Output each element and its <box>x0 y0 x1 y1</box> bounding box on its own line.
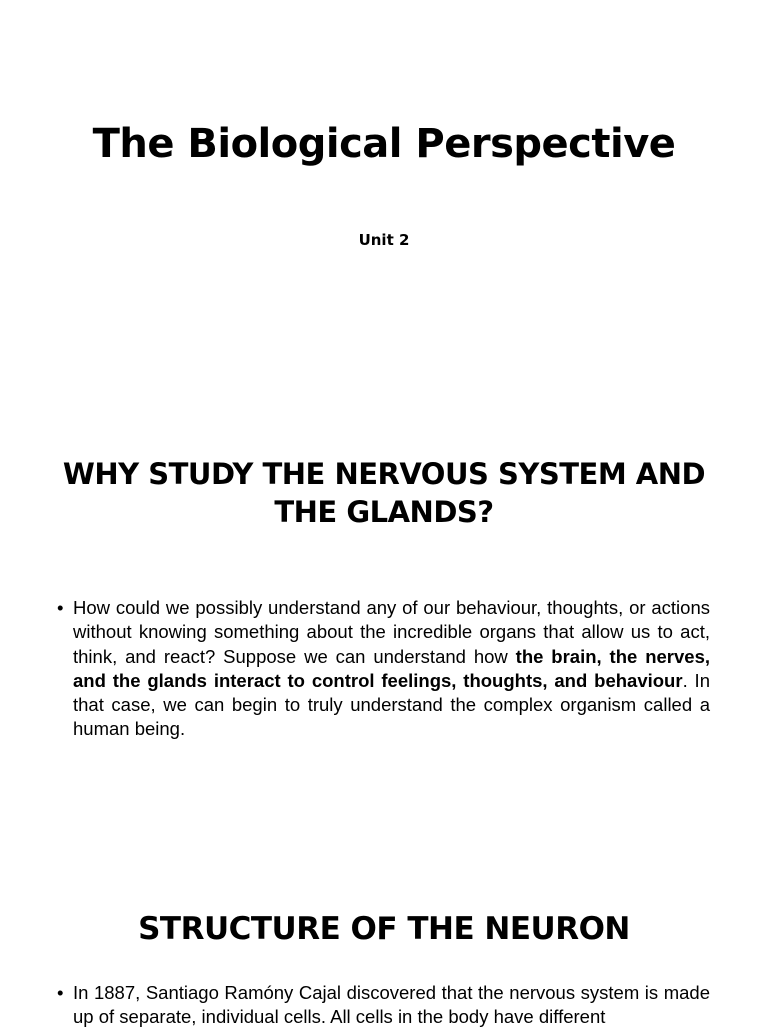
bullet-list <box>57 596 710 742</box>
section-heading-why-study: WHY STUDY THE NERVOUS SYSTEM AND THE GLANDS? <box>62 457 706 529</box>
bullet-text-part: . In that case, we can begin to truly understand the complex organism called a human being. <box>73 669 710 740</box>
list-item <box>57 596 710 742</box>
bullet-list <box>57 981 710 1030</box>
section-heading-neuron: STRUCTURE OF THE NEURON <box>138 911 630 947</box>
bullet-text: In 1887, Santiago Ramóny Cajal discovered that the nervous system is made up of separate, individual cells. All cells in the body have different <box>73 982 710 1028</box>
bullet-text-bold: the brain, the nerves, and the glands interact to control feelings, thoughts, and behaviour <box>73 645 710 691</box>
bullet-icon: • <box>57 597 64 618</box>
page-title: The Biological Perspective <box>92 121 676 167</box>
bullet-text-part: How could we possibly understand any of our behaviour, thoughts, or actions without knowing something about the incredible organs that allow us to act, think, and react? Suppose we can understand how <box>73 597 710 667</box>
list-item <box>57 981 710 1030</box>
slide-subtitle: Unit 2 <box>358 231 410 249</box>
bullet-icon: • <box>57 982 64 1003</box>
bullet-text <box>73 596 710 742</box>
